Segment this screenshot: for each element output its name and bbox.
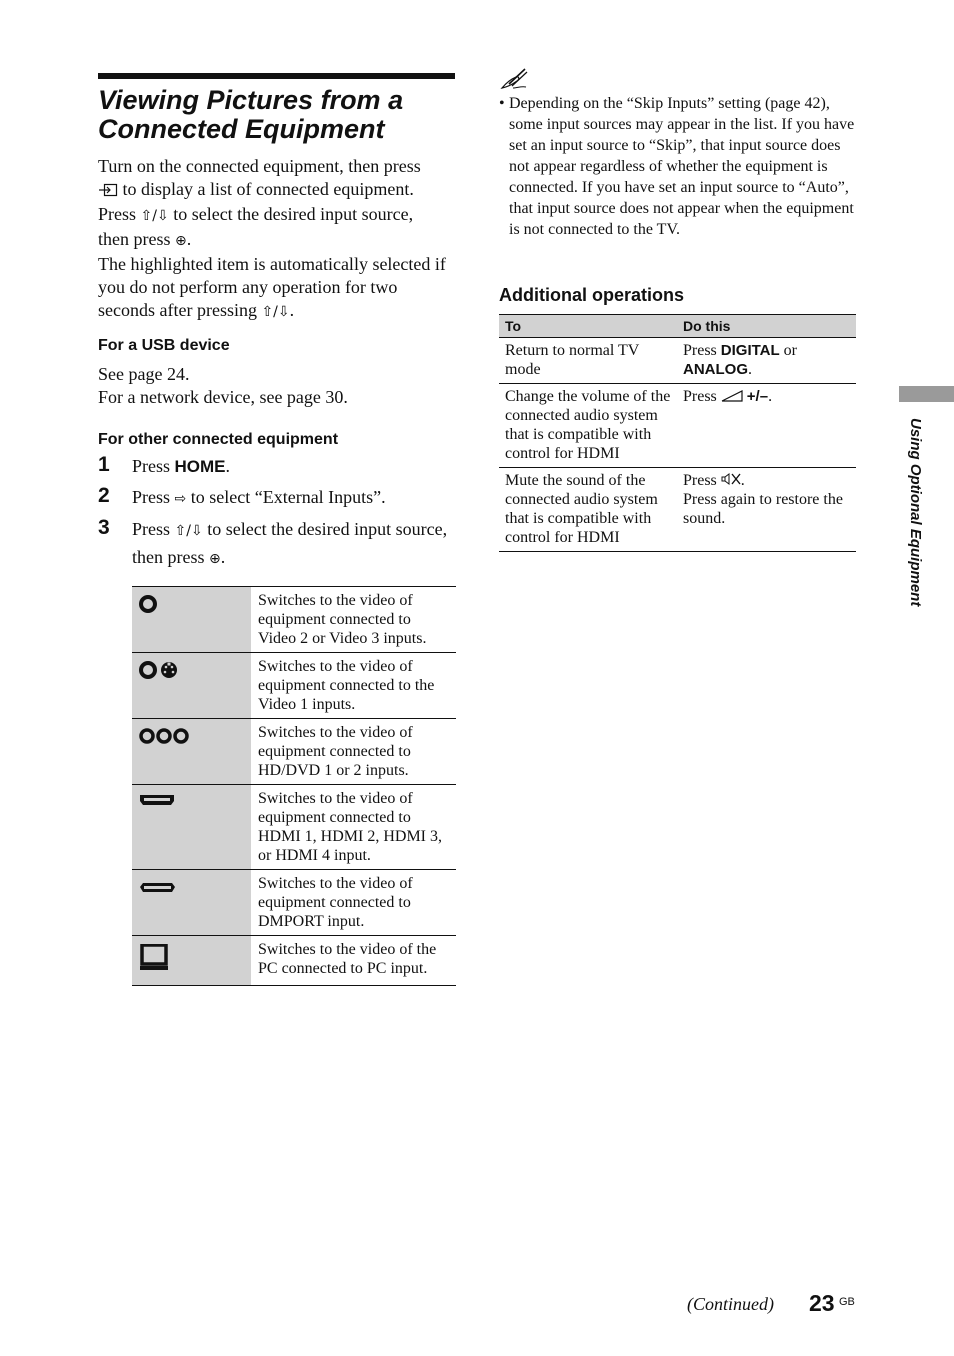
section-side-label: Using Optional Equipment bbox=[907, 418, 924, 607]
digital-key-label: DIGITAL bbox=[720, 342, 780, 359]
home-key-label: HOME bbox=[174, 457, 226, 476]
icon-cell bbox=[132, 719, 251, 785]
table-cell bbox=[677, 384, 856, 468]
cell-text: . bbox=[768, 388, 773, 405]
table-row bbox=[132, 785, 456, 870]
cell-text: or bbox=[783, 342, 797, 359]
usb-text bbox=[98, 363, 458, 409]
table-cell bbox=[677, 468, 856, 552]
component-icon bbox=[138, 727, 194, 749]
table-row bbox=[499, 338, 856, 384]
step-text: Press bbox=[132, 456, 171, 476]
page-number: 23 bbox=[809, 1290, 835, 1316]
volume-key-label: +/– bbox=[746, 388, 769, 405]
input-icon bbox=[98, 183, 122, 199]
bullet: • bbox=[499, 95, 505, 112]
cell-text: . bbox=[740, 472, 745, 489]
step-text: . bbox=[225, 456, 231, 476]
column-header-to: To bbox=[499, 315, 677, 338]
intro-text bbox=[98, 155, 458, 324]
step-text: . bbox=[220, 547, 226, 567]
step-number: 2 bbox=[98, 484, 110, 507]
intro-text-3: Press bbox=[98, 204, 137, 224]
icon-cell bbox=[132, 653, 251, 719]
step-3 bbox=[98, 516, 458, 572]
table-row bbox=[499, 468, 856, 552]
up-down-arrow-icon: ⇧/⇩ bbox=[174, 523, 203, 539]
video-svideo-icon bbox=[138, 661, 184, 683]
table-cell: Mute the sound of the connected audio system that is compatible with control for HDMI bbox=[499, 468, 677, 552]
page-number-suffix: GB bbox=[839, 1296, 855, 1308]
table-row bbox=[132, 719, 456, 785]
step-number: 1 bbox=[98, 453, 110, 476]
analog-key-label: ANALOG bbox=[683, 361, 748, 378]
table-row bbox=[132, 936, 456, 986]
enter-button-icon: ⊕ bbox=[174, 233, 187, 249]
table-row bbox=[132, 870, 456, 936]
cell-text: Press bbox=[683, 472, 717, 489]
intro-text-1: Turn on the connected equipment, then press bbox=[98, 156, 421, 176]
icon-cell bbox=[132, 587, 251, 653]
icon-cell bbox=[132, 785, 251, 870]
continued-label: (Continued) bbox=[687, 1294, 774, 1314]
icon-cell bbox=[132, 936, 251, 986]
table-cell: Switches to the video of the PC connected to PC input. bbox=[251, 936, 456, 986]
step-1 bbox=[98, 453, 458, 480]
cell-text: Press bbox=[683, 342, 717, 359]
step-text: Press bbox=[132, 519, 171, 539]
intro-text-2: to display a list of connected equipment. bbox=[122, 179, 414, 199]
volume-icon bbox=[721, 390, 743, 402]
usb-heading: For a USB device bbox=[98, 337, 230, 354]
table-cell bbox=[677, 338, 856, 384]
step-text: to select the desired input source, then press bbox=[132, 519, 448, 567]
table-cell: Switches to the video of equipment connected to DMPORT input. bbox=[251, 870, 456, 936]
note-body: Depending on the “Skip Inputs” setting (page 42), some input sources may appear in the list. If you have set an input source to “Skip”, that input source does not appear regardless of whether the equipment is connected. If you have set an input source to “Auto”, that input source does not appear when the equipment is not connected to the TV. bbox=[509, 95, 855, 238]
muting-icon bbox=[721, 472, 741, 486]
steps-list bbox=[98, 453, 458, 576]
usb-line-2: For a network device, see page 30. bbox=[98, 387, 348, 407]
title-rule bbox=[98, 73, 455, 79]
step-text: to select “External Inputs”. bbox=[190, 487, 386, 507]
note-text bbox=[499, 93, 857, 240]
table-cell: Switches to the video of equipment connected to HD/DVD 1 or 2 inputs. bbox=[251, 719, 456, 785]
table-row bbox=[132, 587, 456, 653]
usb-line-1: See page 24. bbox=[98, 364, 190, 384]
page-title: Viewing Pictures from a Connected Equipment bbox=[98, 85, 404, 144]
up-down-arrow-icon: ⇧/⇩ bbox=[140, 208, 169, 224]
pencil-note-icon bbox=[499, 66, 529, 92]
intro-text-6: . bbox=[186, 229, 192, 249]
table-cell: Change the volume of the connected audio system that is compatible with control for HDMI bbox=[499, 384, 677, 468]
up-down-arrow-icon: ⇧/⇩ bbox=[261, 304, 290, 320]
enter-button-icon: ⊕ bbox=[208, 551, 221, 567]
icon-cell bbox=[132, 870, 251, 936]
intro-text-5: then press bbox=[98, 229, 171, 249]
column-header-do-this: Do this bbox=[677, 315, 856, 338]
cell-text: . bbox=[748, 361, 752, 378]
input-icons-table bbox=[132, 586, 456, 986]
dmport-icon bbox=[138, 878, 178, 900]
other-equipment-heading: For other connected equipment bbox=[98, 431, 339, 448]
pc-icon bbox=[138, 944, 172, 972]
table-row bbox=[132, 653, 456, 719]
step-2 bbox=[98, 484, 458, 512]
additional-operations-heading: Additional operations bbox=[499, 285, 685, 305]
cell-text: Press bbox=[683, 388, 717, 405]
table-cell: Switches to the video of equipment connected to Video 2 or Video 3 inputs. bbox=[251, 587, 456, 653]
intro-text-4: to select the desired input source, bbox=[173, 204, 414, 224]
intro-text-8: . bbox=[289, 300, 295, 320]
additional-operations-table bbox=[499, 314, 856, 552]
hdmi-icon bbox=[138, 793, 178, 815]
cell-text: Press again to restore the sound. bbox=[683, 491, 843, 527]
table-row bbox=[499, 384, 856, 468]
intro-text-7: The highlighted item is automatically selected if you do not perform any operation for two seconds after pressing bbox=[98, 254, 446, 320]
right-arrow-icon: ⇨ bbox=[174, 491, 187, 507]
table-cell: Switches to the video of equipment connected to HDMI 1, HDMI 2, HDMI 3, or HDMI 4 input. bbox=[251, 785, 456, 870]
table-cell: Return to normal TV mode bbox=[499, 338, 677, 384]
video-composite-icon bbox=[138, 595, 160, 617]
table-cell: Switches to the video of equipment connected to the Video 1 inputs. bbox=[251, 653, 456, 719]
step-number: 3 bbox=[98, 516, 110, 539]
step-text: Press bbox=[132, 487, 171, 507]
table-header-row bbox=[499, 315, 856, 338]
section-tab-marker bbox=[899, 386, 954, 402]
